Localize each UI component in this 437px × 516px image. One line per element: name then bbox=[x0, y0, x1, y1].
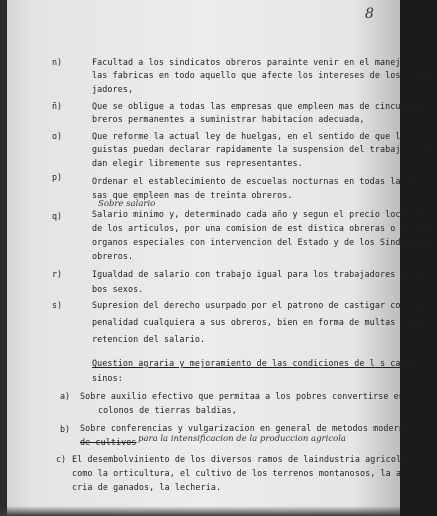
agrarian-marker-b: b) bbox=[60, 424, 71, 434]
text-line: dan elegir libremente sus representantes. bbox=[92, 158, 303, 168]
handwritten-annotation: Sobre salario bbox=[98, 199, 156, 209]
text-line: retencion del salario. bbox=[92, 334, 206, 344]
text-line: Que se obligue a todas las empresas que empleen mas de cincuenta ob bbox=[92, 101, 437, 111]
text-line: cria de ganados, la lecheria. bbox=[72, 482, 222, 492]
agrarian-marker-c: c) bbox=[56, 454, 67, 464]
text-line: bos sexos. bbox=[92, 284, 144, 294]
text-line: obreros. bbox=[92, 251, 134, 261]
scan-edge-bottom bbox=[0, 506, 400, 516]
text-line: Supresion del derecho usurpado por el patrono de castigar con una bbox=[92, 300, 427, 310]
text-line: breros permanentes a suministrar habitacion adecuada, bbox=[92, 114, 365, 124]
page-number: 8 bbox=[365, 6, 374, 22]
text-line: sas que empleen mas de treinta obreros. bbox=[92, 190, 293, 200]
item-marker-q: q) bbox=[52, 211, 63, 221]
text-line: Ordenar el establecimiento de escuelas nocturnas en todas las empre bbox=[92, 176, 437, 186]
text-line: penalidad cualquiera a sus obreros, bien en forma de multas o de bbox=[92, 317, 422, 327]
text-line: guistas puedan declarar rapidamente la suspension del trabajo y pue bbox=[92, 144, 437, 154]
text-line: Sobre conferencias y vulgarizacion en general de metodos modernos bbox=[80, 423, 415, 433]
text-line: Igualdad de salario con trabajo igual para los trabajadores de am bbox=[92, 269, 427, 279]
item-marker-s: s) bbox=[52, 300, 63, 310]
text-line: jadores, bbox=[92, 84, 134, 94]
section-heading-continuation: sinos: bbox=[92, 373, 123, 383]
text-line: las fabricas en todo aquello que afecte los intereses de los trabaj bbox=[92, 70, 437, 80]
item-marker-n: n) bbox=[52, 57, 63, 67]
item-marker-r: r) bbox=[52, 269, 63, 279]
struck-text-line: de cultivos bbox=[80, 437, 137, 447]
handwritten-annotation: para la intensificacion de la produccion agricola bbox=[138, 434, 346, 444]
item-marker-ñ: ñ) bbox=[52, 101, 63, 111]
item-marker-p: p) bbox=[52, 172, 63, 182]
text-line: Facultad a los sindicatos obreros parainte venir en el manejo de bbox=[92, 57, 422, 67]
text-line: Sobre auxilio efectivo que permitaa a los pobres convertirse en bbox=[80, 391, 404, 401]
text-line: Que reforme la actual ley de huelgas, en el sentido de que los hue bbox=[92, 131, 432, 141]
agrarian-marker-a: a) bbox=[60, 391, 71, 401]
text-line: organos especiales con intervencion del Estado y de los Sindicatos bbox=[92, 237, 432, 247]
text-line: de los articulos, por una comision de est distica obreras o de unos bbox=[92, 223, 437, 233]
text-line: colonos de tierras baldias, bbox=[98, 405, 237, 415]
text-line: El desembolviniento de los diversos ramos de laindustria agricola bbox=[72, 454, 407, 464]
text-line: como la orticultura, el cultivo de los terrenos montanosos, la avi bbox=[72, 468, 412, 478]
scan-edge-left bbox=[0, 0, 7, 516]
text-line: Salario minimo y, determinado cada año y segun el precio local de bbox=[92, 209, 427, 219]
item-marker-o: o) bbox=[52, 131, 63, 141]
section-heading: Question agraria y mejoramiento de las condiciones de l s campe bbox=[92, 358, 416, 368]
